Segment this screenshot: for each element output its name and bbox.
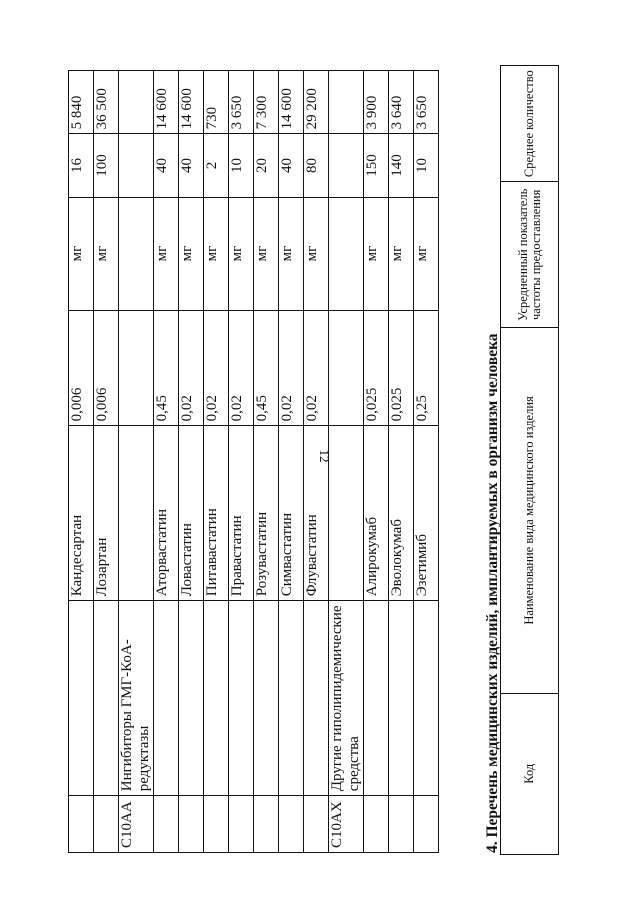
frequency-cell: 0,006 (94, 310, 119, 426)
table-row (204, 71, 229, 853)
daily-dose-cell: 10 (414, 134, 439, 197)
drug-name-cell: Питавастатин (204, 426, 229, 601)
unit-cell (119, 197, 154, 310)
group-name-cell (364, 601, 389, 796)
drug-name-cell: Правастатин (229, 426, 254, 601)
atc-code-cell: C10AA (119, 796, 154, 853)
group-name-cell (154, 601, 179, 796)
frequency-cell (329, 310, 364, 426)
frequency-cell (119, 310, 154, 426)
page-number: 12 (317, 449, 332, 463)
daily-dose-cell: 40 (279, 134, 304, 197)
course-dose-cell: 5 840 (69, 71, 94, 134)
header-quantity: Среднее количество (501, 66, 559, 182)
daily-dose-cell: 100 (94, 134, 119, 197)
atc-code-cell (279, 796, 304, 853)
daily-dose-cell: 140 (389, 134, 414, 197)
group-name-cell (94, 601, 119, 796)
drug-name-cell: Алирокумаб (364, 426, 389, 601)
table-row (254, 71, 279, 853)
atc-code-cell (414, 796, 439, 853)
frequency-cell: 0,02 (304, 310, 329, 426)
daily-dose-cell: 80 (304, 134, 329, 197)
daily-dose-cell: 20 (254, 134, 279, 197)
group-name-cell: Другие гиполипидемические средства (329, 601, 364, 796)
course-dose-cell: 3 650 (229, 71, 254, 134)
course-dose-cell: 14 600 (179, 71, 204, 134)
table-row (329, 71, 364, 853)
daily-dose-cell: 150 (364, 134, 389, 197)
unit-cell: мг (279, 197, 304, 310)
frequency-cell: 0,006 (69, 310, 94, 426)
unit-cell: мг (389, 197, 414, 310)
group-name-cell (204, 601, 229, 796)
table-row (119, 71, 154, 853)
frequency-cell: 0,45 (154, 310, 179, 426)
table-row (154, 71, 179, 853)
device-table-header-row (501, 66, 559, 855)
drug-table (68, 70, 439, 853)
group-name-cell (69, 601, 94, 796)
drug-name-cell: Ловастатин (179, 426, 204, 601)
frequency-cell: 0,02 (179, 310, 204, 426)
course-dose-cell: 730 (204, 71, 229, 134)
course-dose-cell: 29 200 (304, 71, 329, 134)
atc-code-cell (364, 796, 389, 853)
group-name-cell (279, 601, 304, 796)
frequency-cell: 0,02 (204, 310, 229, 426)
group-name-cell (179, 601, 204, 796)
unit-cell: мг (204, 197, 229, 310)
drug-name-cell: Розувастатин (254, 426, 279, 601)
course-dose-cell: 14 600 (154, 71, 179, 134)
drug-name-cell: Симвастатин (279, 426, 304, 601)
header-code: Код (501, 693, 559, 854)
drug-name-cell: Кандесартан (69, 426, 94, 601)
drug-name-cell: Эзетимиб (414, 426, 439, 601)
group-name-cell (229, 601, 254, 796)
unit-cell: мг (94, 197, 119, 310)
frequency-cell: 0,025 (389, 310, 414, 426)
course-dose-cell (329, 71, 364, 134)
unit-cell: мг (229, 197, 254, 310)
table-row (279, 71, 304, 853)
table-row (94, 71, 119, 853)
table-row (179, 71, 204, 853)
atc-code-cell (154, 796, 179, 853)
daily-dose-cell (329, 134, 364, 197)
course-dose-cell: 3 640 (389, 71, 414, 134)
drug-name-cell: Флувастатин (304, 426, 329, 601)
atc-code-cell (254, 796, 279, 853)
header-frequency: Усредненный показатель частоты предоставления (501, 182, 559, 328)
frequency-cell: 0,25 (414, 310, 439, 426)
header-device-name: Наименование вида медицинского изделия (501, 328, 559, 693)
course-dose-cell: 36 500 (94, 71, 119, 134)
group-name-cell (414, 601, 439, 796)
daily-dose-cell (119, 134, 154, 197)
unit-cell: мг (364, 197, 389, 310)
unit-cell: мг (414, 197, 439, 310)
drug-name-cell (329, 426, 364, 601)
course-dose-cell (119, 71, 154, 134)
unit-cell: мг (154, 197, 179, 310)
course-dose-cell: 3 650 (414, 71, 439, 134)
daily-dose-cell: 2 (204, 134, 229, 197)
table-row (304, 71, 329, 853)
section-title: 4. Перечень медицинских изделий, имплантируемых в организм человека (484, 333, 501, 853)
group-name-cell (389, 601, 414, 796)
group-name-cell (304, 601, 329, 796)
atc-code-cell (179, 796, 204, 853)
frequency-cell: 0,025 (364, 310, 389, 426)
group-name-cell: Ингибиторы ГМГ-КоА-редуктазы (119, 601, 154, 796)
group-name-cell (254, 601, 279, 796)
unit-cell (329, 197, 364, 310)
frequency-cell: 0,02 (279, 310, 304, 426)
unit-cell: мг (254, 197, 279, 310)
daily-dose-cell: 16 (69, 134, 94, 197)
atc-code-cell (389, 796, 414, 853)
frequency-cell: 0,02 (229, 310, 254, 426)
course-dose-cell: 14 600 (279, 71, 304, 134)
course-dose-cell: 3 900 (364, 71, 389, 134)
atc-code-cell (229, 796, 254, 853)
atc-code-cell (69, 796, 94, 853)
drug-table-body (69, 71, 439, 853)
device-table (500, 65, 559, 855)
table-row (389, 71, 414, 853)
table-row (364, 71, 389, 853)
daily-dose-cell: 40 (179, 134, 204, 197)
drug-name-cell: Аторвастатин (154, 426, 179, 601)
table-row (414, 71, 439, 853)
frequency-cell: 0,45 (254, 310, 279, 426)
atc-code-cell (94, 796, 119, 853)
atc-code-cell (304, 796, 329, 853)
course-dose-cell: 7 300 (254, 71, 279, 134)
daily-dose-cell: 40 (154, 134, 179, 197)
drug-name-cell: Лозартан (94, 426, 119, 601)
atc-code-cell: C10AX (329, 796, 364, 853)
table-row (69, 71, 94, 853)
atc-code-cell (204, 796, 229, 853)
table-row (229, 71, 254, 853)
drug-name-cell: Эволокумаб (389, 426, 414, 601)
unit-cell: мг (179, 197, 204, 310)
unit-cell: мг (69, 197, 94, 310)
daily-dose-cell: 10 (229, 134, 254, 197)
drug-name-cell (119, 426, 154, 601)
unit-cell: мг (304, 197, 329, 310)
